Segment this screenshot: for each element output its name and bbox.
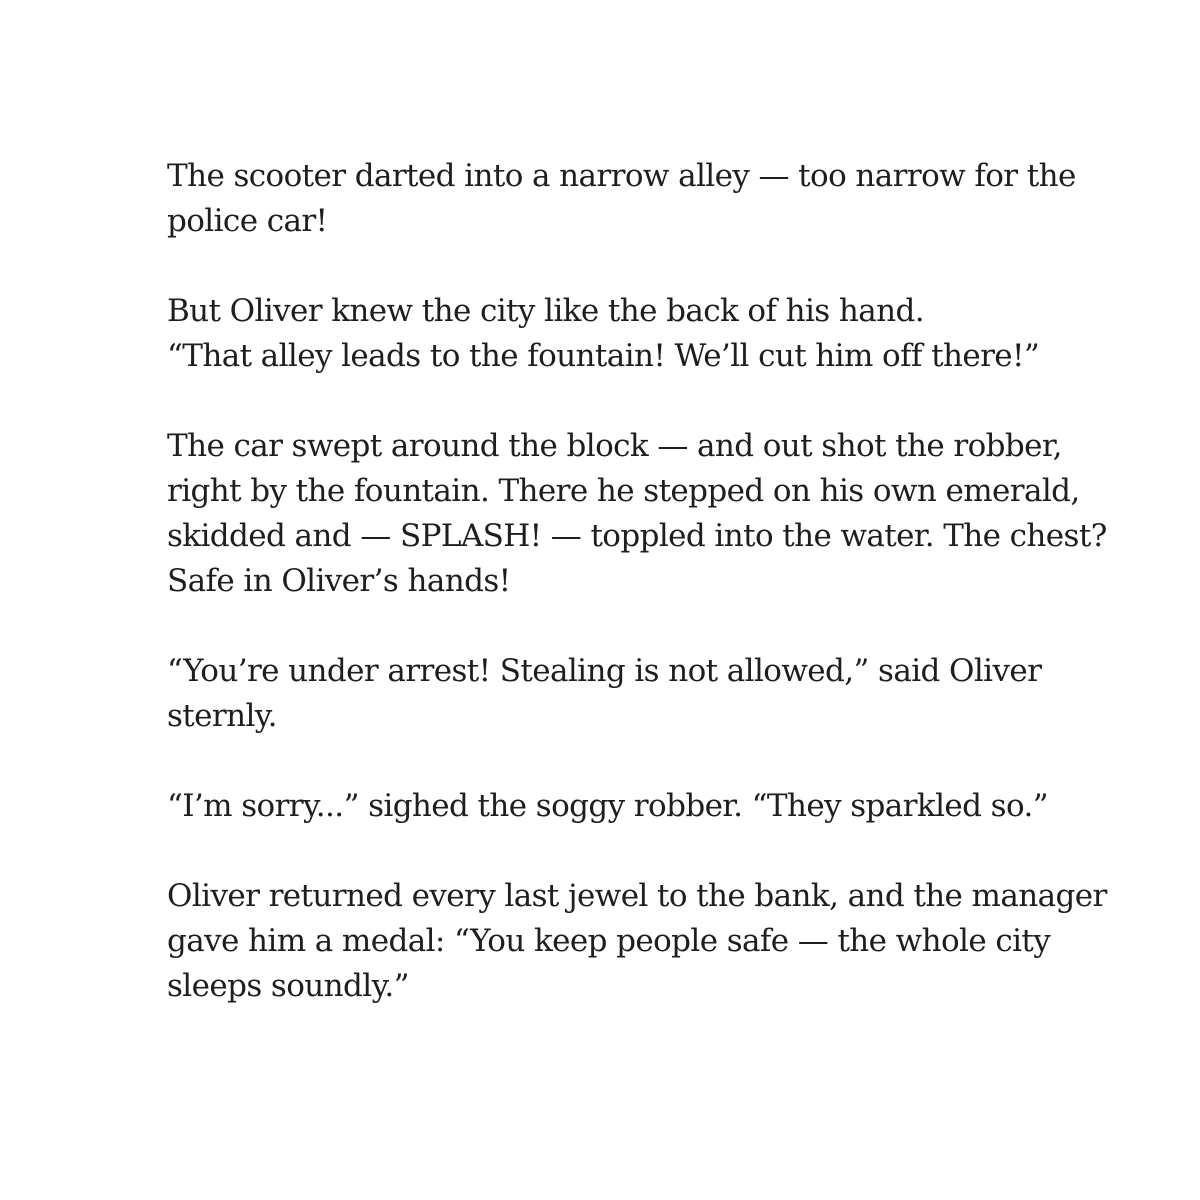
text-line: “I’m sorry...” sighed the soggy robber. “They sparkled so.”	[167, 788, 1048, 824]
text-line: Safe in Oliver’s hands!	[167, 563, 511, 599]
text-line: “You’re under arrest! Stealing is not allowed,” said Oliver	[167, 653, 1042, 689]
text-line: gave him a medal: “You keep people safe — the whole city	[167, 923, 1051, 959]
paragraph-6	[167, 874, 1107, 1009]
paragraph-2	[167, 289, 1087, 379]
text-line: But Oliver knew the city like the back of his hand.	[167, 293, 924, 329]
text-line: police car!	[167, 203, 328, 239]
paragraph-4	[167, 649, 1087, 739]
text-line: sternly.	[167, 698, 277, 734]
text-line: Oliver returned every last jewel to the bank, and the manager	[167, 878, 1107, 914]
text-line: sleeps soundly.”	[167, 968, 409, 1004]
paragraph-1	[167, 154, 1087, 244]
text-line: The scooter darted into a narrow alley — too narrow for the	[167, 158, 1076, 194]
text-line: “That alley leads to the fountain! We’ll cut him off there!”	[167, 338, 1040, 374]
paragraph-5	[167, 784, 1087, 829]
text-line: right by the fountain. There he stepped on his own emerald,	[167, 473, 1080, 509]
paragraph-3	[167, 424, 1107, 604]
story-text	[167, 154, 1107, 1054]
text-line: The car swept around the block — and out shot the robber,	[167, 428, 1062, 464]
text-line: skidded and — SPLASH! — toppled into the water. The chest?	[167, 518, 1107, 554]
